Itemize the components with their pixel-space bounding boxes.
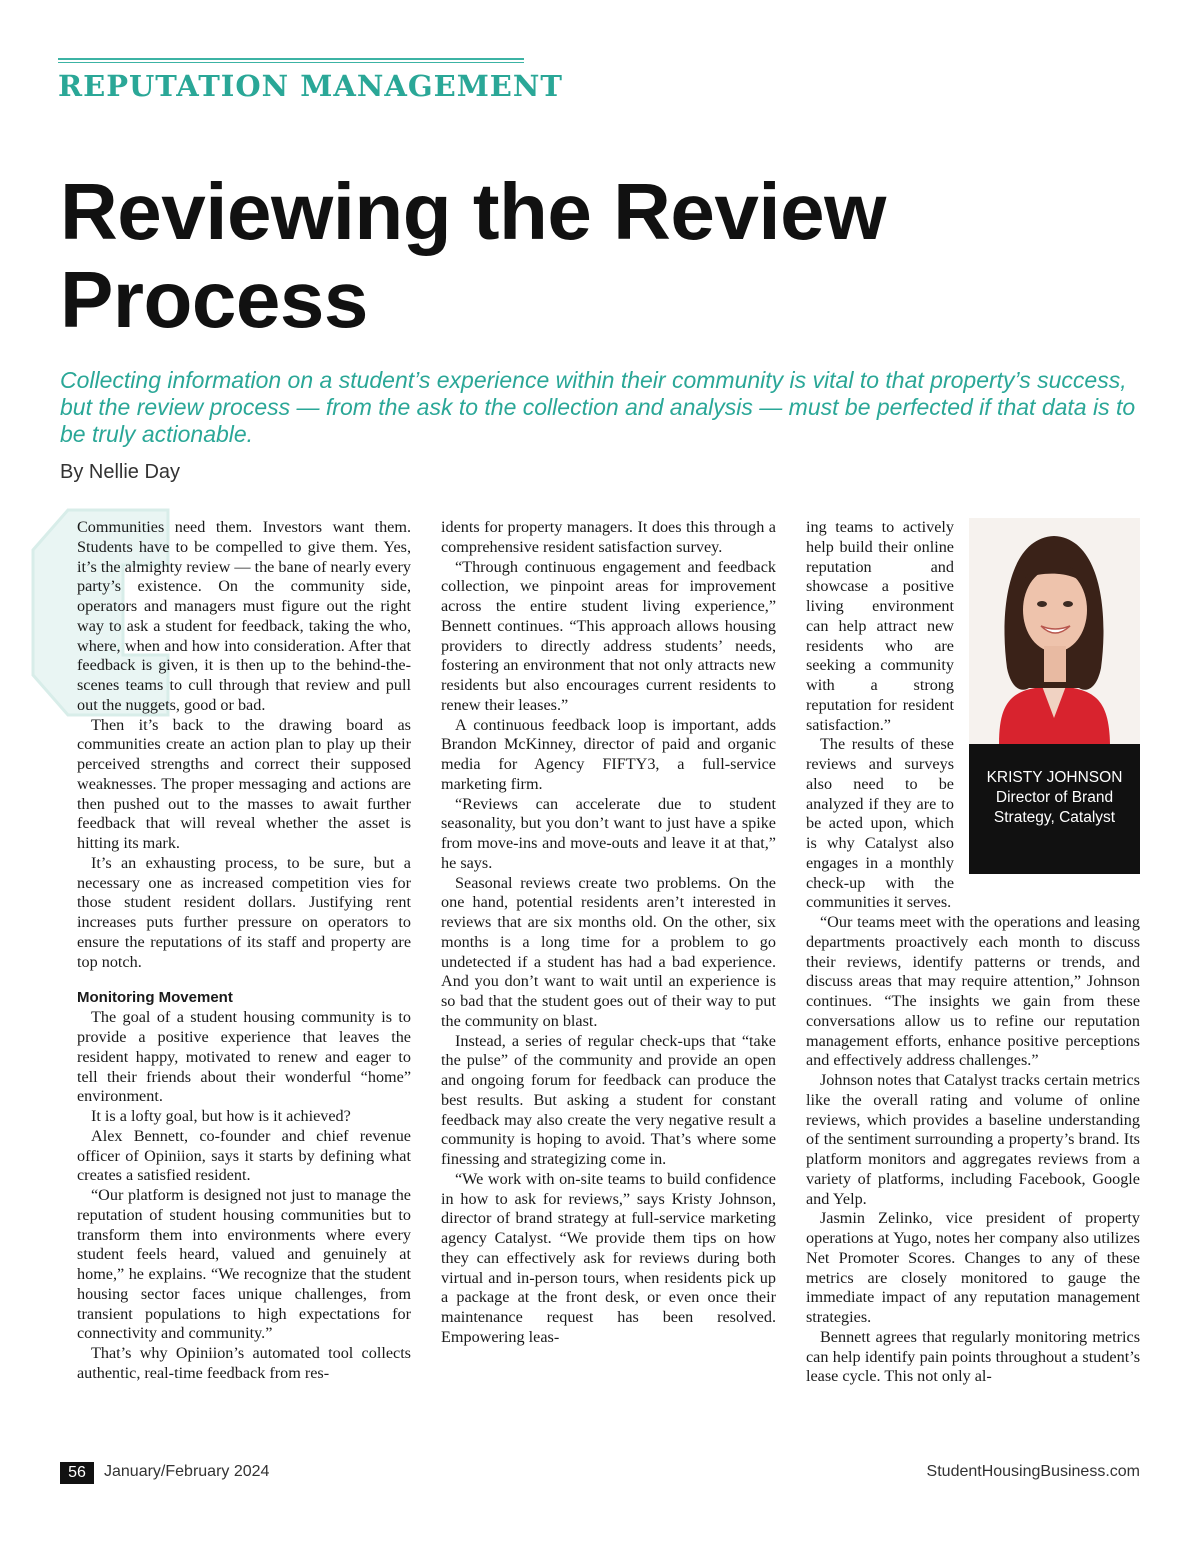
headshot-caption <box>969 768 1140 828</box>
paragraph: Communities need them. Investors want them. Students have to be compelled to give them. Yes, it’s the almighty review — the bane of nearly every party’s existence. On the community side, operators and managers must figure out the right way to ask a student for feedback, taking the who, where, when and how into consideration. After that feedback is given, it is then up to the behind-the-scenes teams to cull through that review and pull out the nuggets, good or bad. <box>77 518 411 714</box>
paragraph: “Reviews can accelerate due to student seasonality, but you don’t want to just have a spike from move-ins and move-outs and leave it at that,” he says. <box>441 794 776 872</box>
headshot-illustration <box>969 518 1140 744</box>
headline: Reviewing the Review Process <box>60 167 886 344</box>
column-1 <box>77 518 411 1384</box>
section-rule-top <box>58 58 524 60</box>
paragraph: Jasmin Zelinko, vice president of property operations at Yugo, notes her company also utilizes Net Promoter Scores. Changes to any of these metrics are closely monitored to gauge the immediate impact of any reputation management strategies. <box>806 1209 1140 1326</box>
paragraph: It’s an exhausting process, to be sure, but a necessary one as increased competition vies for those student resident dollars. Justifying rent increases puts further pressure on operators to ensure the reputations of its staff and property are top notch. <box>77 853 411 971</box>
paragraph: Instead, a series of regular check-ups that “take the pulse” of the community and provide an open and ongoing forum for feedback can produce the best results. But asking a student for constant feedback may also create the very negative result a community is hoping to avoid. That’s where some finessing and strategizing come in. <box>441 1031 776 1168</box>
paragraph: Seasonal reviews create two problems. On the one hand, potential residents aren’t interested in reviews that are six months old. On the other, six months is a long time for a problem to go undetected if a student has had a bad experience. And you don’t want to wait until an experience is so bad that the student goes out of their way to put the community on blast. <box>441 873 776 1030</box>
paragraph: idents for property managers. It does this through a comprehensive resident satisfaction survey. <box>441 518 776 556</box>
paragraph: That’s why Opiniion’s automated tool collects authentic, real-time feedback from res- <box>77 1344 411 1382</box>
dek: Collecting information on a student’s experience within their community is vital to that property’s success, but the review process — from the ask to the collection and analysis — must be perfected if that data is to be truly actionable. <box>60 367 1136 447</box>
section-header <box>58 58 563 103</box>
caption-title: Director of Brand Strategy, Catalyst <box>993 789 1116 826</box>
subhead: Monitoring Movement <box>77 989 233 1007</box>
caption-name: KRISTY JOHNSON <box>986 769 1123 786</box>
paragraph: Johnson notes that Catalyst tracks certain metrics like the overall rating and volume of online reviews, which provides a baseline understanding of the sentiment surrounding a property’s brand. Its platform monitors and aggregates reviews from a variety of platforms, including Facebook, Google and Yelp. <box>806 1071 1140 1208</box>
section-rule-bottom <box>58 62 524 63</box>
paragraph: It is a lofty goal, but how is it achieved? <box>91 1107 351 1125</box>
byline: By Nellie Day <box>60 461 181 483</box>
paragraph: “Our teams meet with the operations and leasing departments proactively each month to discuss their reviews, identify patterns or trends, and discuss areas that may require attention,” Johnson continues. “The insights we gain from these conversations allow us to refine our reputation management efforts, enhance positive perceptions and effectively address challenges.” <box>806 913 1140 1070</box>
paragraph: Then it’s back to the drawing board as communities create an action plan to play up their perceived strengths and correct their supposed weaknesses. The proper messaging and actions are then pushed out to the masses to await further feedback that will reveal whether the asset is hitting its mark. <box>77 715 411 852</box>
paragraph: The goal of a student housing community is to provide a positive experience that leaves the resident happy, motivated to renew and eager to tell their friends about their wonderful “home” environment. <box>77 1008 411 1106</box>
paragraph: Alex Bennett, co-founder and chief revenue officer of Opiniion, says it starts by defining what creates a satisfied resident. <box>77 1126 411 1185</box>
paragraph: A continuous feedback loop is important, adds Brandon McKinney, director of paid and organic media for Agency FIFTY3, a full-service marketing firm. <box>441 715 776 793</box>
headshot-photo <box>969 518 1140 744</box>
paragraph: “We work with on-site teams to build confidence in how to ask for reviews,” says Kristy Johnson, director of brand strategy at full-service marketing agency Catalyst. “We provide them tips on how they can effectively ask for reviews during both virtual and in-person tours, when residents pick up a package at the front desk, or even once their maintenance request has been resolved. Empowering leas- <box>441 1169 776 1346</box>
paragraph: “Through continuous engagement and feedback collection, we pinpoint areas for improvement across the entire student living experience,” Bennett continues. “This approach allows housing providers to directly address students’ needs, fostering an environment that not only attracts new residents but also encourages current residents to renew their leases.” <box>441 557 776 714</box>
paragraph: The results of these reviews and surveys also need to be analyzed if they are to be acted upon, which is why Catalyst also engages in a monthly check-up with the communities it serves. <box>806 735 954 912</box>
page-number: 56 <box>60 1462 94 1484</box>
site-url: StudentHousingBusiness.com <box>926 1463 1140 1480</box>
column-2 <box>441 518 776 1348</box>
paragraph: Bennett agrees that regularly monitoring metrics can help identify pain points throughout a student’s lease cycle. This not only al- <box>806 1327 1140 1386</box>
headshot-card <box>969 518 1140 874</box>
paragraph: ing teams to actively help build their online reputation and showcase a positive living environment can help attract new residents who are seeking a community with a strong reputation for resident satisfaction.” <box>806 518 954 734</box>
paragraph: “Our platform is designed not just to manage the reputation of student housing communities but to transform them into environments where every student feels heard, valued and genuinely at home,” he explains. “We recognize that the student housing sector faces unique challenges, from transient populations to high expectations for connectivity and community.” <box>77 1186 411 1343</box>
issue-date: January/February 2024 <box>104 1463 270 1480</box>
section-label: REPUTATION MANAGEMENT <box>58 69 563 103</box>
column-3-narrow <box>806 518 954 913</box>
